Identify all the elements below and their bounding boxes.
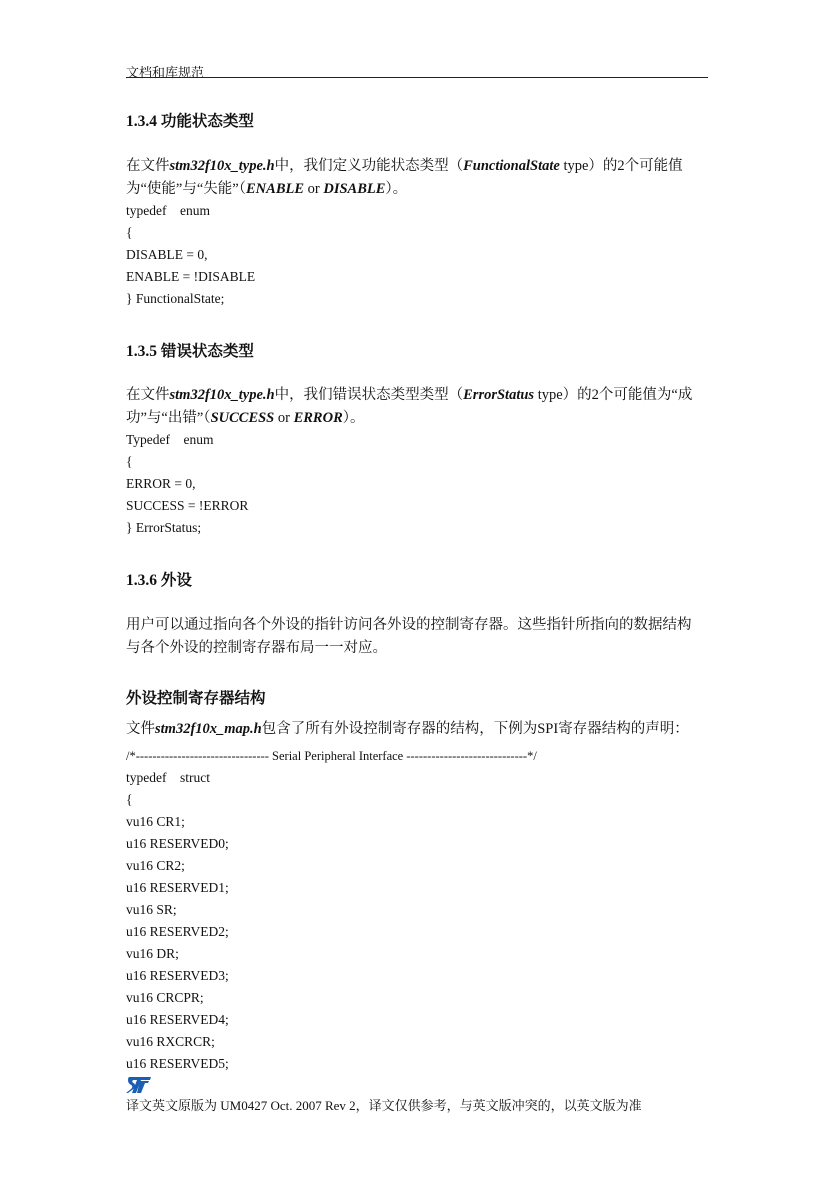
page-header-title: 文档和库规范 [126, 65, 205, 80]
filename: stm32f10x_type.h [169, 387, 275, 403]
text: 中，我们定义功能状态类型（ [274, 158, 464, 174]
type-name: ErrorStatus [463, 387, 535, 403]
section-1-3-5-code [126, 429, 248, 539]
text: or [274, 410, 294, 426]
code-line: u16 RESERVED1; [126, 880, 229, 895]
enum-value: ENABLE [246, 181, 305, 197]
text: ）。 [342, 410, 365, 426]
section-1-3-6-paragraph [126, 614, 708, 660]
code-line: u16 RESERVED0; [126, 836, 229, 851]
code-line: vu16 RXCRCR; [126, 1034, 215, 1049]
text: 包含了所有外设控制寄存器的结构，下例为SPI寄存器结构的声明： [261, 721, 689, 737]
enum-value: ERROR [293, 410, 343, 426]
paragraph-line: 与各个外设的控制寄存器布局一一对应。 [126, 640, 387, 656]
code-line: ERROR = 0, [126, 476, 196, 491]
text: 中，我们错误状态类型类型（ [274, 387, 464, 403]
code-line: { [126, 454, 133, 469]
paragraph-line [126, 407, 708, 430]
code-line: DISABLE = 0, [126, 247, 208, 262]
section-1-3-4-paragraph [126, 155, 708, 201]
code-line: u16 RESERVED5; [126, 1056, 229, 1071]
code-line: } ErrorStatus; [126, 520, 202, 535]
filename: stm32f10x_map.h [155, 721, 262, 737]
code-line: SUCCESS = !ERROR [126, 498, 249, 513]
text: 在文件 [126, 158, 170, 174]
spi-struct-code [126, 745, 537, 1075]
st-logo-icon [126, 1076, 152, 1094]
type-name: FunctionalState [463, 158, 560, 174]
text: type）的2个可能值为“成 [534, 387, 693, 403]
peripheral-register-heading: 外设控制寄存器结构 [126, 690, 266, 707]
paragraph-line [126, 178, 708, 201]
section-1-3-5-title: 1.3.5 错误状态类型 [126, 343, 254, 360]
text: ）。 [385, 181, 408, 197]
text: type）的2个可能值 [559, 158, 683, 174]
text: 在文件 [126, 387, 170, 403]
code-line: u16 RESERVED2; [126, 924, 229, 939]
enum-value: SUCCESS [210, 410, 275, 426]
code-line: vu16 SR; [126, 902, 177, 917]
text: 功”与“出错”（ [126, 410, 211, 426]
paragraph-line [126, 384, 708, 407]
code-line: } FunctionalState; [126, 291, 225, 306]
filename: stm32f10x_type.h [169, 158, 275, 174]
code-line: typedef struct [126, 770, 210, 785]
section-1-3-4-code [126, 200, 255, 310]
enum-value: DISABLE [323, 181, 386, 197]
peripheral-register-paragraph [126, 718, 708, 741]
text: or [304, 181, 324, 197]
code-line: ENABLE = !DISABLE [126, 269, 256, 284]
code-line: u16 RESERVED3; [126, 968, 229, 983]
code-line: /*-------------------------------- Serial Peripheral Interface -----------------------------*/ [126, 749, 537, 763]
header-rule [126, 77, 708, 78]
code-line: vu16 CR1; [126, 814, 185, 829]
code-line: { [126, 792, 133, 807]
code-line: vu16 CR2; [126, 858, 185, 873]
section-1-3-6-title: 1.3.6 外设 [126, 572, 192, 589]
code-line: { [126, 225, 133, 240]
footer-note: 译文英文原版为 UM0427 Oct. 2007 Rev 2，译文仅供参考，与英文版冲突的，以英文版为准 [126, 1098, 642, 1113]
section-1-3-5-paragraph [126, 384, 708, 430]
text: 文件 [126, 721, 155, 737]
code-line: vu16 DR; [126, 946, 179, 961]
paragraph-line [126, 155, 708, 178]
code-line: typedef enum [126, 203, 210, 218]
code-line: vu16 CRCPR; [126, 990, 204, 1005]
paragraph-line: 用户可以通过指向各个外设的指针访问各外设的控制寄存器。这些指针所指向的数据结构 [126, 617, 692, 633]
code-line: Typedef enum [126, 432, 214, 447]
section-1-3-4-title: 1.3.4 功能状态类型 [126, 113, 254, 130]
text: 为“使能”与“失能”（ [126, 181, 246, 197]
code-line: u16 RESERVED4; [126, 1012, 229, 1027]
paragraph-line [126, 718, 708, 741]
